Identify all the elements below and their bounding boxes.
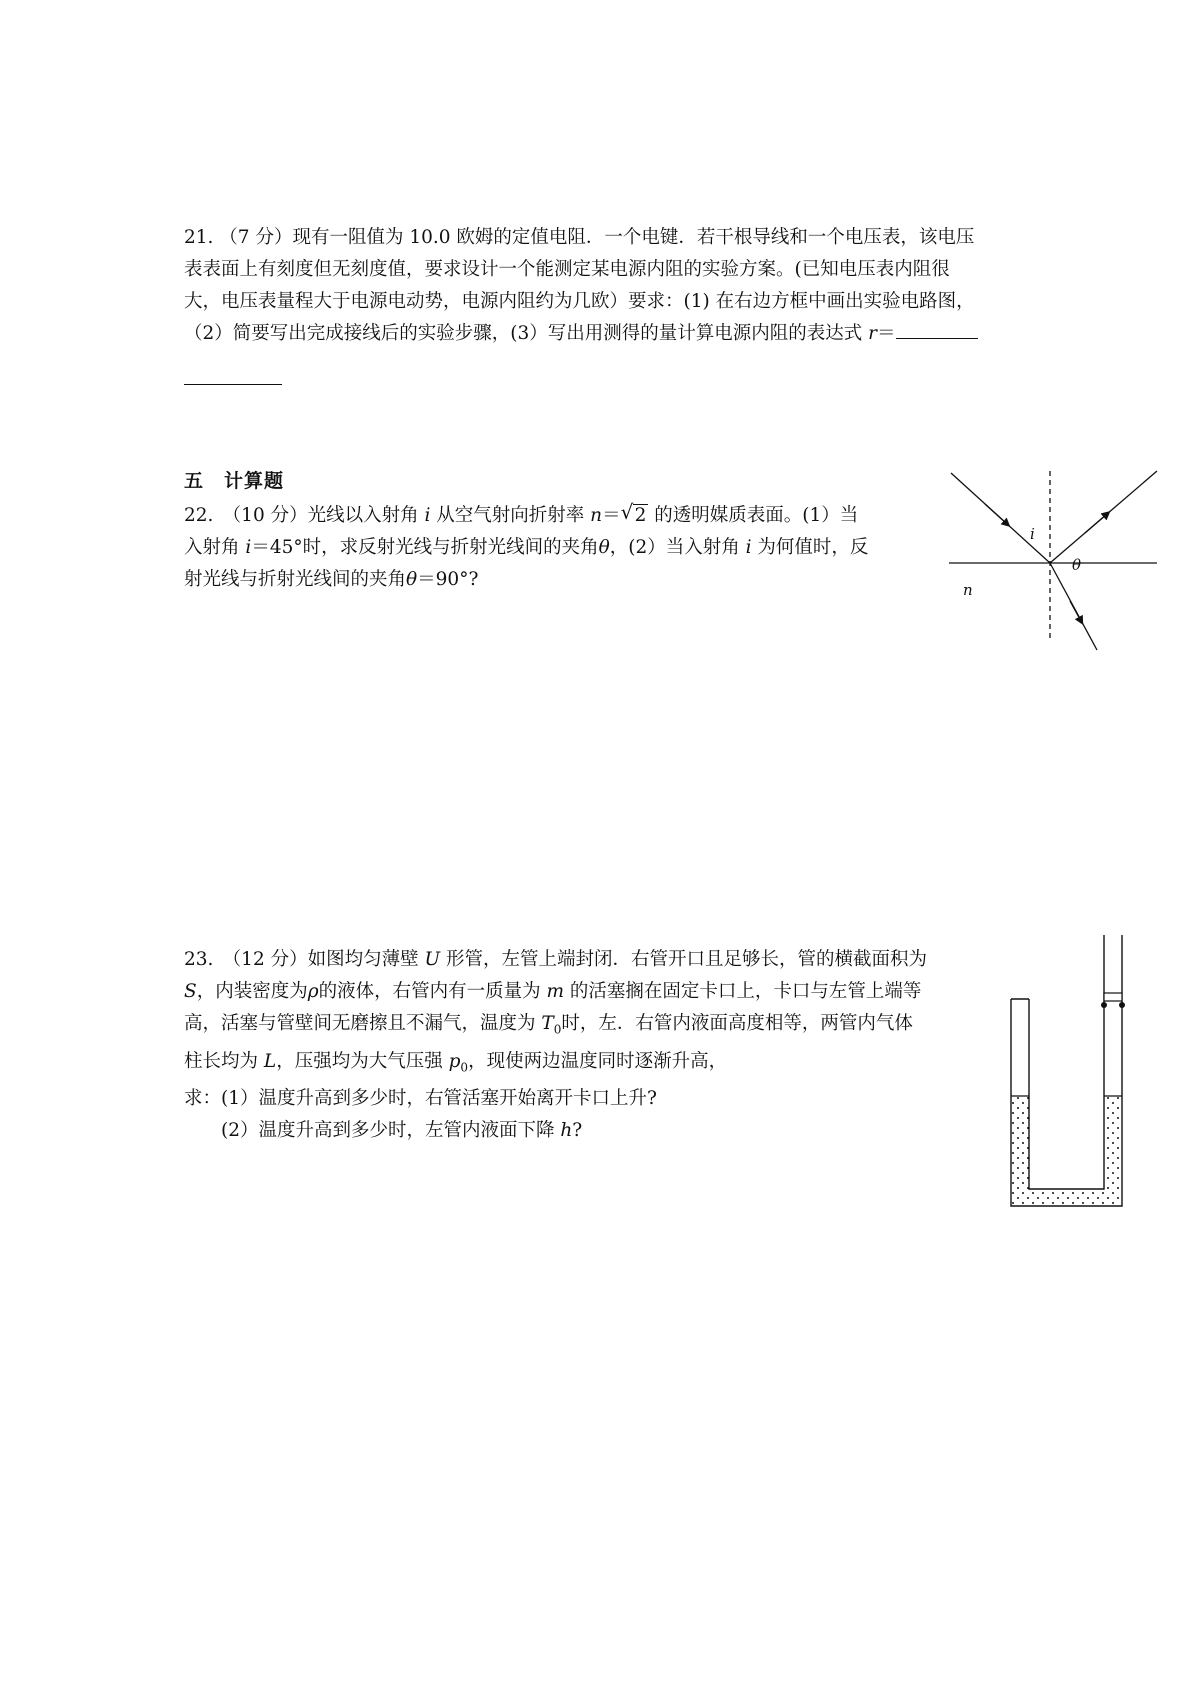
q23-line-5: 求：(1）温度升高到多少时，右管活塞开始离开卡口上升? (184, 1088, 657, 1110)
q22-line-1: 22. （10 分）光线以入射角 i 从空气射向折射率 n＝ √ 2 的透明媒质表面。(1）当 (184, 500, 868, 532)
answer-blank (896, 320, 978, 339)
label-i: i (1030, 525, 1035, 543)
incident-arrow (985, 504, 1007, 524)
q23-line-6: (2）温度升高到多少时，左管内液面下降 h? (184, 1120, 583, 1142)
question-23 (184, 944, 927, 1147)
question-21 (184, 222, 978, 350)
q22-line-2: 入射角 i＝45°时，求反射光线与折射光线间的夹角θ，(2）当入射角 i 为何值时，反 (184, 537, 869, 558)
reflected-arrow (1085, 514, 1107, 533)
u-tube-diagram (1005, 935, 1145, 1215)
label-n: n (963, 581, 973, 599)
q23-line-2: S，内装密度为ρ的液体，右管内有一质量为 m 的活塞搁在固定卡口上，卡口与左管上端等 (184, 981, 922, 1002)
question-22 (184, 500, 868, 596)
tube-inner-wall (1029, 935, 1104, 1189)
r-symbol: r (868, 323, 877, 344)
q23-line-4: 柱长均为 L，压强均为大气压强 $p_0$，现使两边温度同时逐渐升高， (184, 1050, 728, 1075)
q22-line-3: 射光线与折射光线间的夹角θ＝90°? (184, 569, 479, 590)
piston (1104, 993, 1122, 1001)
q23-line-1: 23. （12 分）如图均匀薄壁 U 形管，左管上端封闭．右管开口且足够长，管的横截面积为 (184, 949, 927, 970)
refraction-diagram (945, 465, 1175, 655)
section-title: 五 计算题 (184, 470, 285, 492)
sqrt-symbol: √ 2 (620, 500, 647, 526)
stop-right (1119, 1002, 1125, 1008)
q21-line-1: 21. （7 分）现有一阻值为 10.0 欧姆的定值电阻．一个电键．若干根导线和一个电压表，该电压 (184, 227, 975, 248)
answer-blank-continued (184, 384, 282, 385)
stop-left (1101, 1002, 1107, 1008)
q21-line-4: （2）简要写出完成接线后的实验步骤，(3）写出用测得的量计算电源内阻的表达式 r＝ (184, 318, 978, 350)
q23-line-3: 高，活塞与管壁间无磨擦且不漏气，温度为 $T_0$时，左．右管内液面高度相等，两管内气体 (184, 1013, 913, 1037)
refracted-arrow (1070, 601, 1081, 621)
q21-line-3: 大，电压表量程大于电源电动势，电源内阻约为几欧）要求：(1) 在右边方框中画出实验电路图， (184, 291, 975, 312)
label-theta: θ (1072, 556, 1082, 574)
q21-line-2: 表表面上有刻度但无刻度值，要求设计一个能测定某电源内阻的实验方案。(已知电压表内阻很 (184, 259, 950, 280)
